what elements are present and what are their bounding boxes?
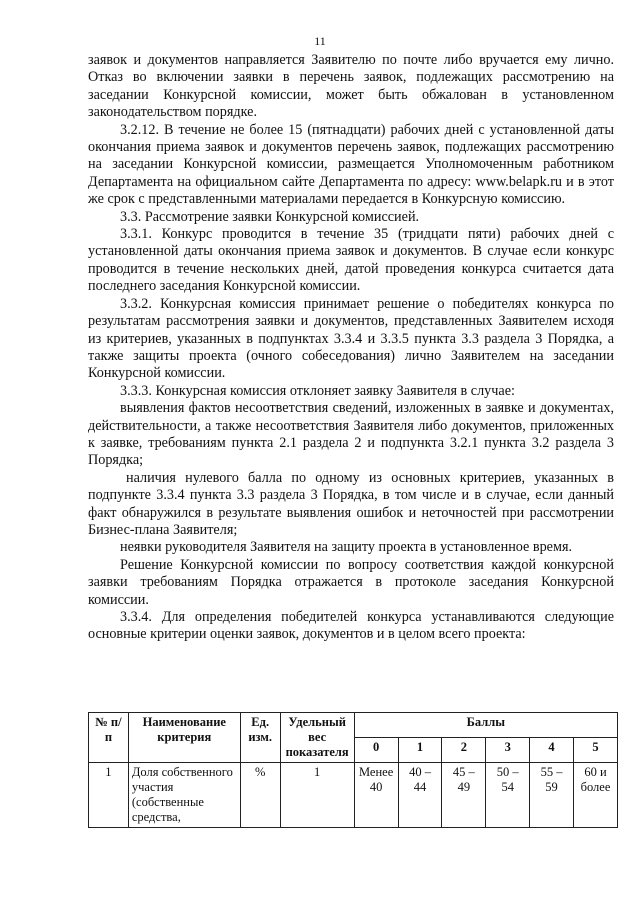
row-score-5: 60 и более xyxy=(573,763,617,828)
row-num: 1 xyxy=(89,763,129,828)
score-level: 0 xyxy=(354,738,398,763)
row-score-1: 40 – 44 xyxy=(398,763,442,828)
paragraph-decision: Решение Конкурсной комиссии по вопросу соответствия каждой конкурсной заявки требованиям Порядка отражается в протоколе заседания Конкурсной комиссии. xyxy=(88,556,614,608)
row-score-2: 45 – 49 xyxy=(442,763,486,828)
score-level: 5 xyxy=(573,738,617,763)
table-row xyxy=(89,763,618,828)
rejection-reason-2: наличия нулевого балла по одному из основных критериев, указанных в подпункте 3.3.4 пункта 3.3 раздела 3 Порядка, в том числе и в случае, если данный факт обнаружился в результате выявления ошибок и неточностей при рассмотрении Бизнес-плана Заявителя; xyxy=(88,469,614,538)
paragraph-3-3-3: 3.3.3. Конкурсная комиссия отклоняет заявку Заявителя в случае: xyxy=(120,382,515,399)
section-heading-3-3: 3.3. Рассмотрение заявки Конкурсной комиссией. xyxy=(120,208,420,225)
paragraph-continuation: заявок и документов направляется Заявителю по почте либо вручается ему лично. Отказ во включении заявки в перечень заявок, подлежащих рассмотрению на заседании Конкурсной комиссии, может быть обжалован в установленном законодательством порядке. xyxy=(88,52,614,121)
header-weight: Удельный вес показателя xyxy=(280,713,354,763)
paragraph-3-3-4: 3.3.4. Для определения победителей конкурса устанавливаются следующие основные критерии оценки заявок, документов и в целом всего проекта: xyxy=(88,609,614,643)
header-unit: Ед. изм. xyxy=(240,713,280,763)
score-level: 4 xyxy=(530,738,574,763)
header-criterion-name: Наименование критерия xyxy=(128,713,240,763)
row-score-0: Менее 40 xyxy=(354,763,398,828)
paragraph-3-2-12: 3.2.12. В течение не более 15 (пятнадцати) рабочих дней с установленной даты окончания приема заявок и документов перечень заявок, подлежащих рассмотрению на заседании Конкурсной комиссии, размещается Уполномоченным работником Департамента на официальном сайте Департамента по адресу: www.belapk.ru и в этот же срок с представленными материалами передается в Конкурсную комиссию. xyxy=(88,121,614,208)
rejection-reason-1: выявления фактов несоответствия сведений, изложенных в заявке и документах, действительности, а также несоответствия Заявителя либо документов, приложенных к заявке, требованиям пункта 2.1 раздела 2 и подпункта 3.2.1 пункта 3.2 раздела 3 Порядка; xyxy=(88,400,614,469)
paragraph-3-3-1: 3.3.1. Конкурс проводится в течение 35 (тридцати пяти) рабочих дней с установленной даты окончания приема заявок и документов. В случае если конкурс проводится в течение нескольких дней, датой проведения конкурса считается дата последнего заседания Конкурсной комиссии. xyxy=(88,226,614,295)
page-number: 11 xyxy=(314,34,326,48)
row-score-4: 55 – 59 xyxy=(530,763,574,828)
paragraph-3-3-2: 3.3.2. Конкурсная комиссия принимает решение о победителях конкурса по результатам рассмотрения заявки и документов, представленных Заявителем исходя из критериев, указанных в подпунктах 3.3.4 и 3.3.5 пункта 3.3 раздела 3 Порядка, а также защиты проекта (очного собеседования) лично Заявителем на заседании Конкурсной комиссии. xyxy=(88,295,614,382)
score-level: 3 xyxy=(486,738,530,763)
row-criterion-name: Доля собственного участия (собственные средства, xyxy=(128,763,240,828)
score-level: 1 xyxy=(398,738,442,763)
row-weight: 1 xyxy=(280,763,354,828)
header-scores: Баллы xyxy=(354,713,617,738)
header-num: № п/п xyxy=(89,713,129,763)
criteria-table xyxy=(88,712,618,828)
row-unit: % xyxy=(240,763,280,828)
table-header-row xyxy=(89,713,618,738)
document-body xyxy=(88,52,614,644)
row-score-3: 50 – 54 xyxy=(486,763,530,828)
rejection-reason-3: неявки руководителя Заявителя на защиту проекта в установленное время. xyxy=(120,539,573,556)
score-level: 2 xyxy=(442,738,486,763)
